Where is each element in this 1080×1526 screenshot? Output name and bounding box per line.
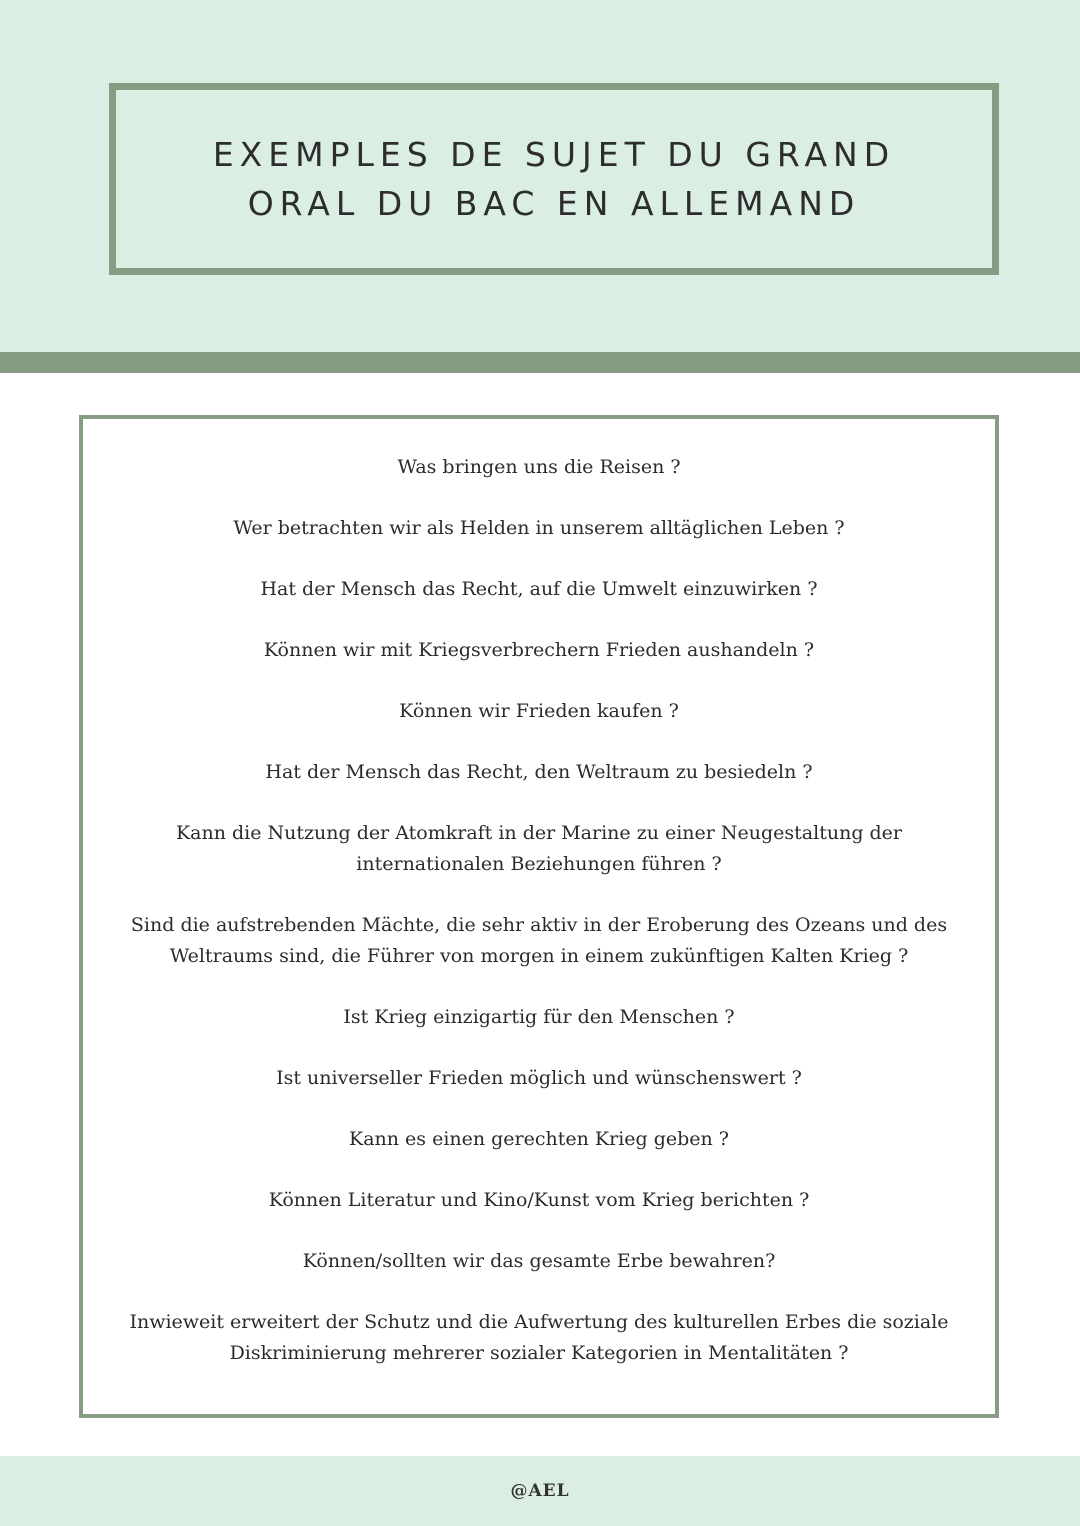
question-item: Können wir Frieden kaufen ?: [399, 700, 679, 722]
question-item: Hat der Mensch das Recht, den Weltraum zu besiedeln ?: [265, 761, 813, 783]
question-item: Können/sollten wir das gesamte Erbe bewahren?: [302, 1250, 776, 1272]
footer-band: [0, 1456, 1080, 1526]
header-band: [0, 0, 1080, 352]
question-item: Sind die aufstrebenden Mächte, die sehr aktiv in der Eroberung des Ozeans und des Weltraums sind, die Führer von morgen in einem zukünftigen Kalten Krieg ?: [130, 914, 948, 967]
question-item: Kann es einen gerechten Krieg geben ?: [349, 1128, 729, 1150]
header-divider-stripe: [0, 352, 1080, 373]
question-item: Was bringen uns die Reisen ?: [397, 456, 681, 478]
question-item: Wer betrachten wir als Helden in unserem alltäglichen Leben ?: [233, 517, 845, 539]
question-item: Hat der Mensch das Recht, auf die Umwelt einzuwirken ?: [260, 578, 818, 600]
title-frame: [109, 83, 999, 275]
question-item: Ist Krieg einzigartig für den Menschen ?: [343, 1006, 735, 1028]
question-item: Kann die Nutzung der Atomkraft in der Marine zu einer Neugestaltung der internationalen Beziehungen führen ?: [175, 822, 903, 875]
question-list: [83, 452, 995, 1399]
footer-credit: @AEL: [510, 1481, 570, 1501]
question-item: Können Literatur und Kino/Kunst vom Krieg berichten ?: [268, 1189, 810, 1211]
page-title: EXEMPLES DE SUJET DU GRAND ORAL DU BAC EN ALLEMAND: [212, 135, 896, 223]
question-item: Inwieweit erweitert der Schutz und die Aufwertung des kulturellen Erbes die soziale Diskriminierung mehrerer sozialer Kategorien in Mentalitäten ?: [129, 1311, 949, 1364]
questions-frame: [79, 415, 999, 1418]
question-item: Ist universeller Frieden möglich und wünschenswert ?: [276, 1067, 802, 1089]
question-item: Können wir mit Kriegsverbrechern Frieden aushandeln ?: [263, 639, 815, 661]
